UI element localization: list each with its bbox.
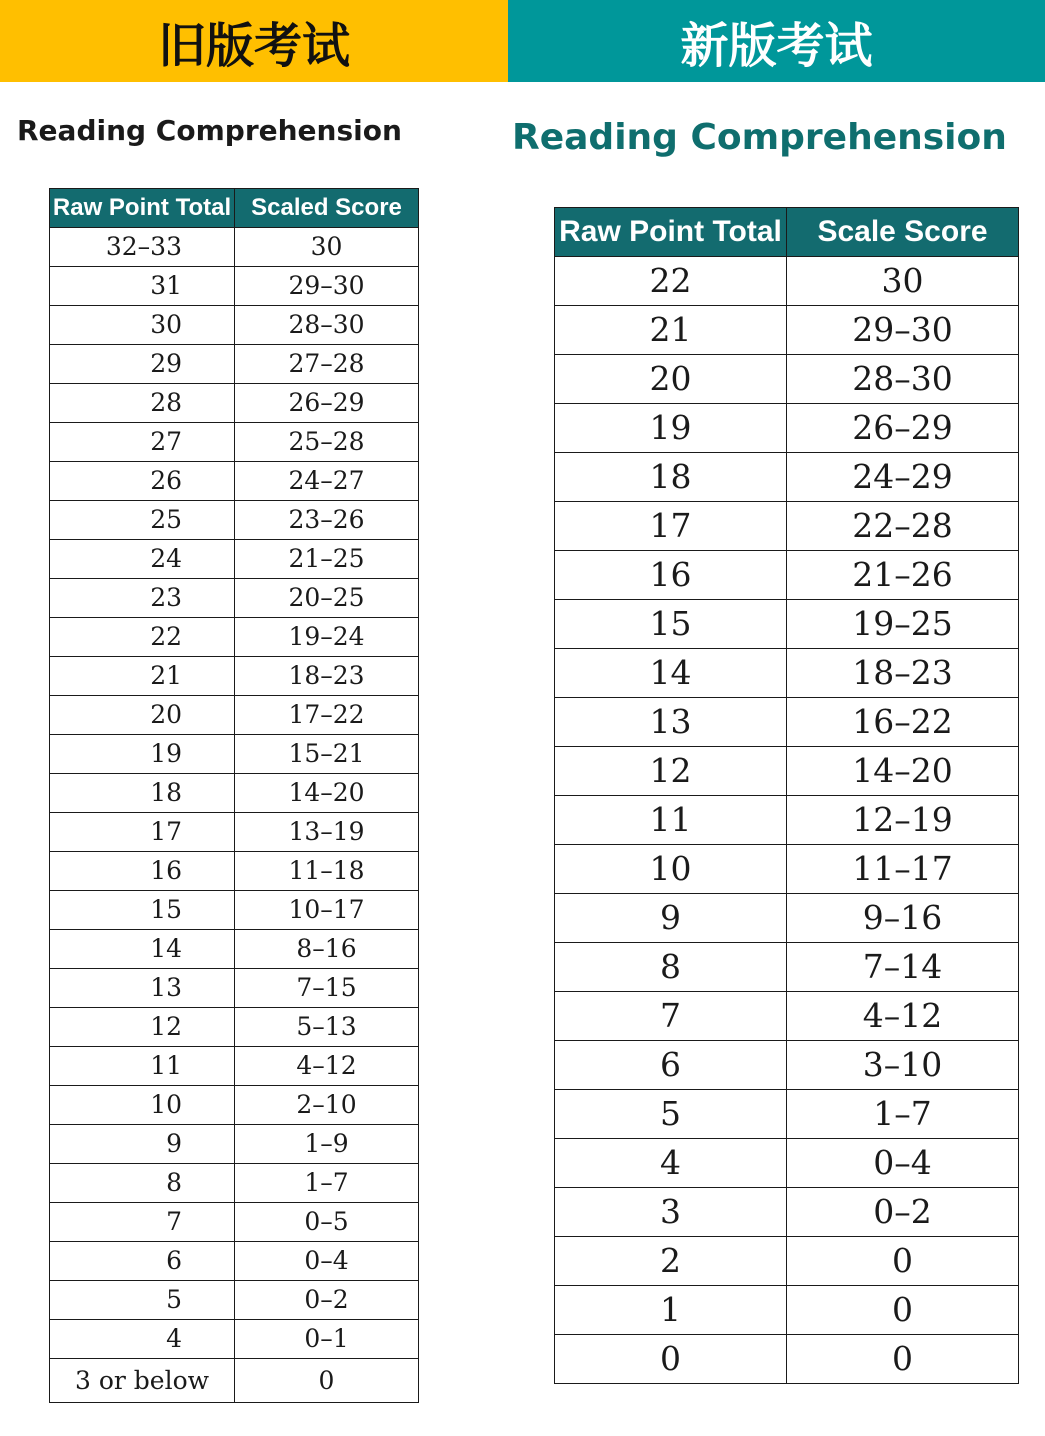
old-raw-point-cell: 23 xyxy=(50,579,235,618)
old-exam-banner: 旧版考试 xyxy=(0,0,508,82)
new-score-cell: 19–25 xyxy=(787,600,1019,649)
old-score-table xyxy=(49,188,419,1403)
old-table-row xyxy=(50,813,419,852)
new-raw-point-cell: 4 xyxy=(555,1139,787,1188)
new-table-row xyxy=(555,1286,1019,1335)
new-score-cell: 11–17 xyxy=(787,845,1019,894)
old-raw-point-cell: 32–33 xyxy=(50,228,235,267)
old-score-cell: 1–9 xyxy=(235,1125,419,1164)
old-table-row xyxy=(50,1203,419,1242)
new-raw-point-cell: 14 xyxy=(555,649,787,698)
new-header-scale-score: Scale Score xyxy=(787,208,1019,257)
new-score-cell: 0–4 xyxy=(787,1139,1019,1188)
new-raw-point-cell: 6 xyxy=(555,1041,787,1090)
old-raw-point-cell: 18 xyxy=(50,774,235,813)
new-table-row xyxy=(555,1335,1019,1384)
new-table-row xyxy=(555,404,1019,453)
old-raw-point-cell: 12 xyxy=(50,1008,235,1047)
new-table-row xyxy=(555,502,1019,551)
new-raw-point-cell: 12 xyxy=(555,747,787,796)
new-raw-point-cell: 8 xyxy=(555,943,787,992)
old-raw-point-cell: 10 xyxy=(50,1086,235,1125)
old-raw-point-cell: 8 xyxy=(50,1164,235,1203)
new-table-row xyxy=(555,698,1019,747)
old-table-row xyxy=(50,228,419,267)
new-table-row xyxy=(555,306,1019,355)
new-score-cell: 30 xyxy=(787,257,1019,306)
old-raw-point-cell: 29 xyxy=(50,345,235,384)
new-table-row xyxy=(555,1041,1019,1090)
new-table-row xyxy=(555,992,1019,1041)
old-table-row xyxy=(50,306,419,345)
new-score-cell: 29–30 xyxy=(787,306,1019,355)
new-score-cell: 26–29 xyxy=(787,404,1019,453)
new-table-row xyxy=(555,355,1019,404)
new-score-table xyxy=(554,207,1019,1384)
old-section-title: Reading Comprehension xyxy=(17,114,402,147)
old-table-row xyxy=(50,1281,419,1320)
old-header-scaled-score: Scaled Score xyxy=(235,189,419,228)
new-table-row xyxy=(555,1139,1019,1188)
old-table-row xyxy=(50,891,419,930)
old-raw-point-cell: 15 xyxy=(50,891,235,930)
new-raw-point-cell: 16 xyxy=(555,551,787,600)
old-table-row xyxy=(50,1125,419,1164)
old-score-cell: 10–17 xyxy=(235,891,419,930)
new-score-cell: 3–10 xyxy=(787,1041,1019,1090)
new-score-cell: 28–30 xyxy=(787,355,1019,404)
old-score-cell: 1–7 xyxy=(235,1164,419,1203)
old-table-row xyxy=(50,423,419,462)
old-table-row xyxy=(50,501,419,540)
old-table-row xyxy=(50,1008,419,1047)
new-score-cell: 16–22 xyxy=(787,698,1019,747)
new-raw-point-cell: 0 xyxy=(555,1335,787,1384)
old-raw-point-cell: 21 xyxy=(50,657,235,696)
old-raw-point-cell: 4 xyxy=(50,1320,235,1359)
new-raw-point-cell: 11 xyxy=(555,796,787,845)
old-raw-point-cell: 20 xyxy=(50,696,235,735)
new-raw-point-cell: 3 xyxy=(555,1188,787,1237)
old-score-cell: 4–12 xyxy=(235,1047,419,1086)
old-score-cell: 15–21 xyxy=(235,735,419,774)
old-header-raw-point-total: Raw Point Total xyxy=(50,189,235,228)
new-raw-point-cell: 20 xyxy=(555,355,787,404)
new-table-body xyxy=(555,257,1019,1384)
new-raw-point-cell: 9 xyxy=(555,894,787,943)
new-raw-point-cell: 7 xyxy=(555,992,787,1041)
old-table-row xyxy=(50,384,419,423)
new-raw-point-cell: 22 xyxy=(555,257,787,306)
old-score-cell: 23–26 xyxy=(235,501,419,540)
old-raw-point-cell: 5 xyxy=(50,1281,235,1320)
new-score-cell: 14–20 xyxy=(787,747,1019,796)
old-table-row xyxy=(50,735,419,774)
new-exam-banner: 新版考试 xyxy=(508,0,1045,82)
old-table-row xyxy=(50,1047,419,1086)
old-score-cell: 21–25 xyxy=(235,540,419,579)
new-raw-point-cell: 1 xyxy=(555,1286,787,1335)
old-table-row xyxy=(50,1086,419,1125)
new-score-cell: 0 xyxy=(787,1237,1019,1286)
old-table-row xyxy=(50,540,419,579)
old-score-cell: 7–15 xyxy=(235,969,419,1008)
old-score-cell: 0 xyxy=(235,1359,419,1403)
new-table-row xyxy=(555,845,1019,894)
old-table-row xyxy=(50,852,419,891)
new-raw-point-cell: 2 xyxy=(555,1237,787,1286)
new-score-cell: 12–19 xyxy=(787,796,1019,845)
old-score-cell: 0–4 xyxy=(235,1242,419,1281)
old-table-row xyxy=(50,1242,419,1281)
old-score-cell: 25–28 xyxy=(235,423,419,462)
old-score-cell: 30 xyxy=(235,228,419,267)
new-raw-point-cell: 5 xyxy=(555,1090,787,1139)
old-raw-point-cell: 24 xyxy=(50,540,235,579)
new-header-raw-point-total: Raw Point Total xyxy=(555,208,787,257)
old-score-cell: 11–18 xyxy=(235,852,419,891)
new-score-cell: 9–16 xyxy=(787,894,1019,943)
old-raw-point-cell: 14 xyxy=(50,930,235,969)
old-score-cell: 2–10 xyxy=(235,1086,419,1125)
old-table-row xyxy=(50,345,419,384)
new-score-cell: 0 xyxy=(787,1335,1019,1384)
old-table-row xyxy=(50,696,419,735)
new-score-cell: 24–29 xyxy=(787,453,1019,502)
old-score-cell: 13–19 xyxy=(235,813,419,852)
new-raw-point-cell: 21 xyxy=(555,306,787,355)
new-table-row xyxy=(555,649,1019,698)
new-score-cell: 1–7 xyxy=(787,1090,1019,1139)
old-score-cell: 26–29 xyxy=(235,384,419,423)
new-table-row xyxy=(555,1237,1019,1286)
old-table-row xyxy=(50,657,419,696)
new-table-row xyxy=(555,1090,1019,1139)
old-table-row xyxy=(50,267,419,306)
new-raw-point-cell: 17 xyxy=(555,502,787,551)
old-score-cell: 17–22 xyxy=(235,696,419,735)
new-table-row xyxy=(555,747,1019,796)
old-raw-point-cell: 19 xyxy=(50,735,235,774)
old-table-row xyxy=(50,1320,419,1359)
old-score-cell: 0–2 xyxy=(235,1281,419,1320)
old-score-cell: 24–27 xyxy=(235,462,419,501)
old-raw-point-cell: 26 xyxy=(50,462,235,501)
old-raw-point-cell: 31 xyxy=(50,267,235,306)
old-table-row xyxy=(50,462,419,501)
new-score-cell: 22–28 xyxy=(787,502,1019,551)
old-score-cell: 19–24 xyxy=(235,618,419,657)
new-score-cell: 18–23 xyxy=(787,649,1019,698)
new-table-row xyxy=(555,257,1019,306)
new-table-row xyxy=(555,600,1019,649)
new-raw-point-cell: 13 xyxy=(555,698,787,747)
new-raw-point-cell: 19 xyxy=(555,404,787,453)
old-raw-point-cell: 9 xyxy=(50,1125,235,1164)
old-score-cell: 0–5 xyxy=(235,1203,419,1242)
old-raw-point-cell: 27 xyxy=(50,423,235,462)
new-raw-point-cell: 18 xyxy=(555,453,787,502)
new-table-row xyxy=(555,551,1019,600)
new-raw-point-cell: 10 xyxy=(555,845,787,894)
new-score-cell: 0–2 xyxy=(787,1188,1019,1237)
new-raw-point-cell: 15 xyxy=(555,600,787,649)
old-score-cell: 18–23 xyxy=(235,657,419,696)
old-score-cell: 0–1 xyxy=(235,1320,419,1359)
old-raw-point-cell: 6 xyxy=(50,1242,235,1281)
new-score-cell: 0 xyxy=(787,1286,1019,1335)
new-table-row xyxy=(555,796,1019,845)
old-raw-point-cell: 22 xyxy=(50,618,235,657)
old-table-body xyxy=(50,228,419,1403)
old-score-cell: 28–30 xyxy=(235,306,419,345)
old-raw-point-cell: 30 xyxy=(50,306,235,345)
old-raw-point-cell: 25 xyxy=(50,501,235,540)
old-raw-point-cell: 11 xyxy=(50,1047,235,1086)
old-raw-point-cell: 7 xyxy=(50,1203,235,1242)
old-table-row xyxy=(50,1359,419,1403)
old-raw-point-cell: 16 xyxy=(50,852,235,891)
old-raw-point-cell: 28 xyxy=(50,384,235,423)
new-score-cell: 21–26 xyxy=(787,551,1019,600)
old-score-cell: 29–30 xyxy=(235,267,419,306)
old-raw-point-cell: 17 xyxy=(50,813,235,852)
old-table-row xyxy=(50,774,419,813)
new-table-row xyxy=(555,894,1019,943)
new-score-cell: 7–14 xyxy=(787,943,1019,992)
new-table-row xyxy=(555,943,1019,992)
old-score-cell: 27–28 xyxy=(235,345,419,384)
new-section-title: Reading Comprehension xyxy=(512,117,1007,158)
old-table-row xyxy=(50,1164,419,1203)
new-table-row xyxy=(555,453,1019,502)
old-table-row xyxy=(50,579,419,618)
old-score-cell: 20–25 xyxy=(235,579,419,618)
old-table-row xyxy=(50,930,419,969)
new-table-row xyxy=(555,1188,1019,1237)
old-table-row xyxy=(50,618,419,657)
old-score-cell: 8–16 xyxy=(235,930,419,969)
new-table-header-row xyxy=(555,208,1019,257)
new-score-cell: 4–12 xyxy=(787,992,1019,1041)
old-table-header-row xyxy=(50,189,419,228)
old-raw-point-cell: 3 or below xyxy=(50,1359,235,1403)
old-raw-point-cell: 13 xyxy=(50,969,235,1008)
old-table-row xyxy=(50,969,419,1008)
old-score-cell: 5–13 xyxy=(235,1008,419,1047)
old-score-cell: 14–20 xyxy=(235,774,419,813)
